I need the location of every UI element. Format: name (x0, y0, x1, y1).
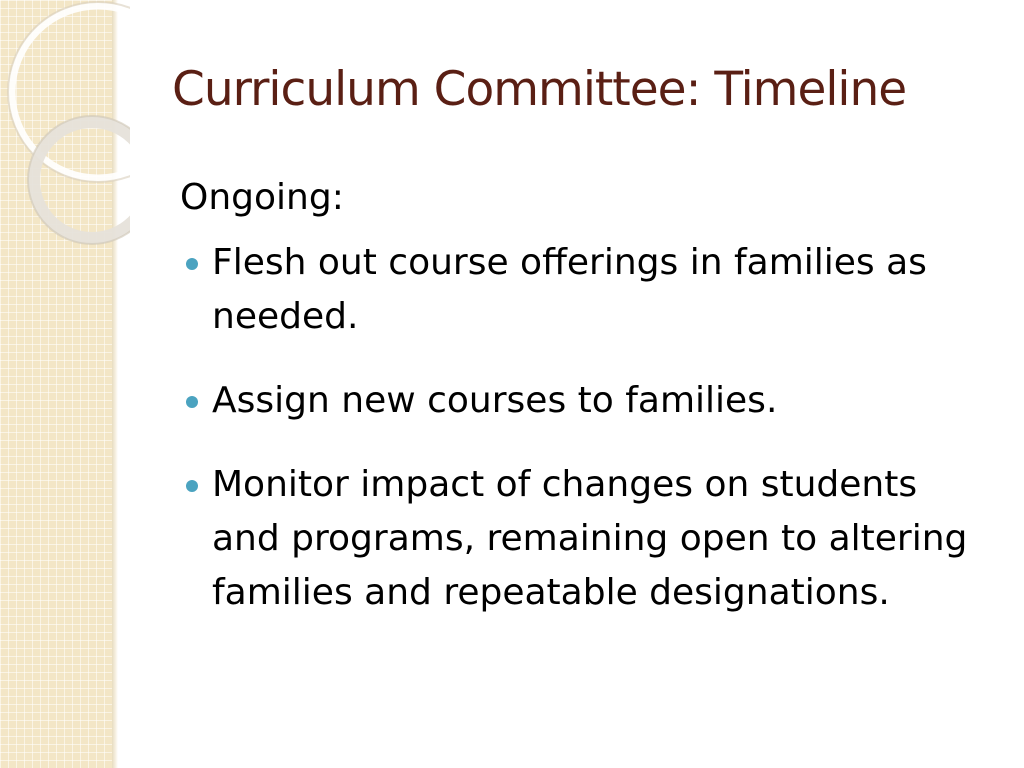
bullet-list (180, 236, 980, 620)
bullet-text: Assign new courses to families. (212, 380, 778, 421)
decorative-rings (0, 0, 130, 260)
bullet-dot-icon (186, 480, 198, 492)
bullet-dot-icon (186, 396, 198, 408)
slide-content (180, 172, 980, 650)
bullet-text: Monitor impact of changes on students and programs, remaining open to altering families and repeatable designations. (212, 464, 968, 613)
ring-upper (12, 6, 130, 178)
slide-title: Curriculum Committee: Timeline (172, 62, 907, 117)
bullet-item (180, 458, 980, 620)
section-heading: Ongoing: (180, 177, 344, 218)
ring-upper-shadow (8, 2, 130, 182)
bullet-dot-icon (186, 258, 198, 270)
bullet-item (180, 374, 980, 428)
bullet-text: Flesh out course offerings in families as needed. (212, 242, 927, 337)
bullet-item (180, 236, 980, 344)
